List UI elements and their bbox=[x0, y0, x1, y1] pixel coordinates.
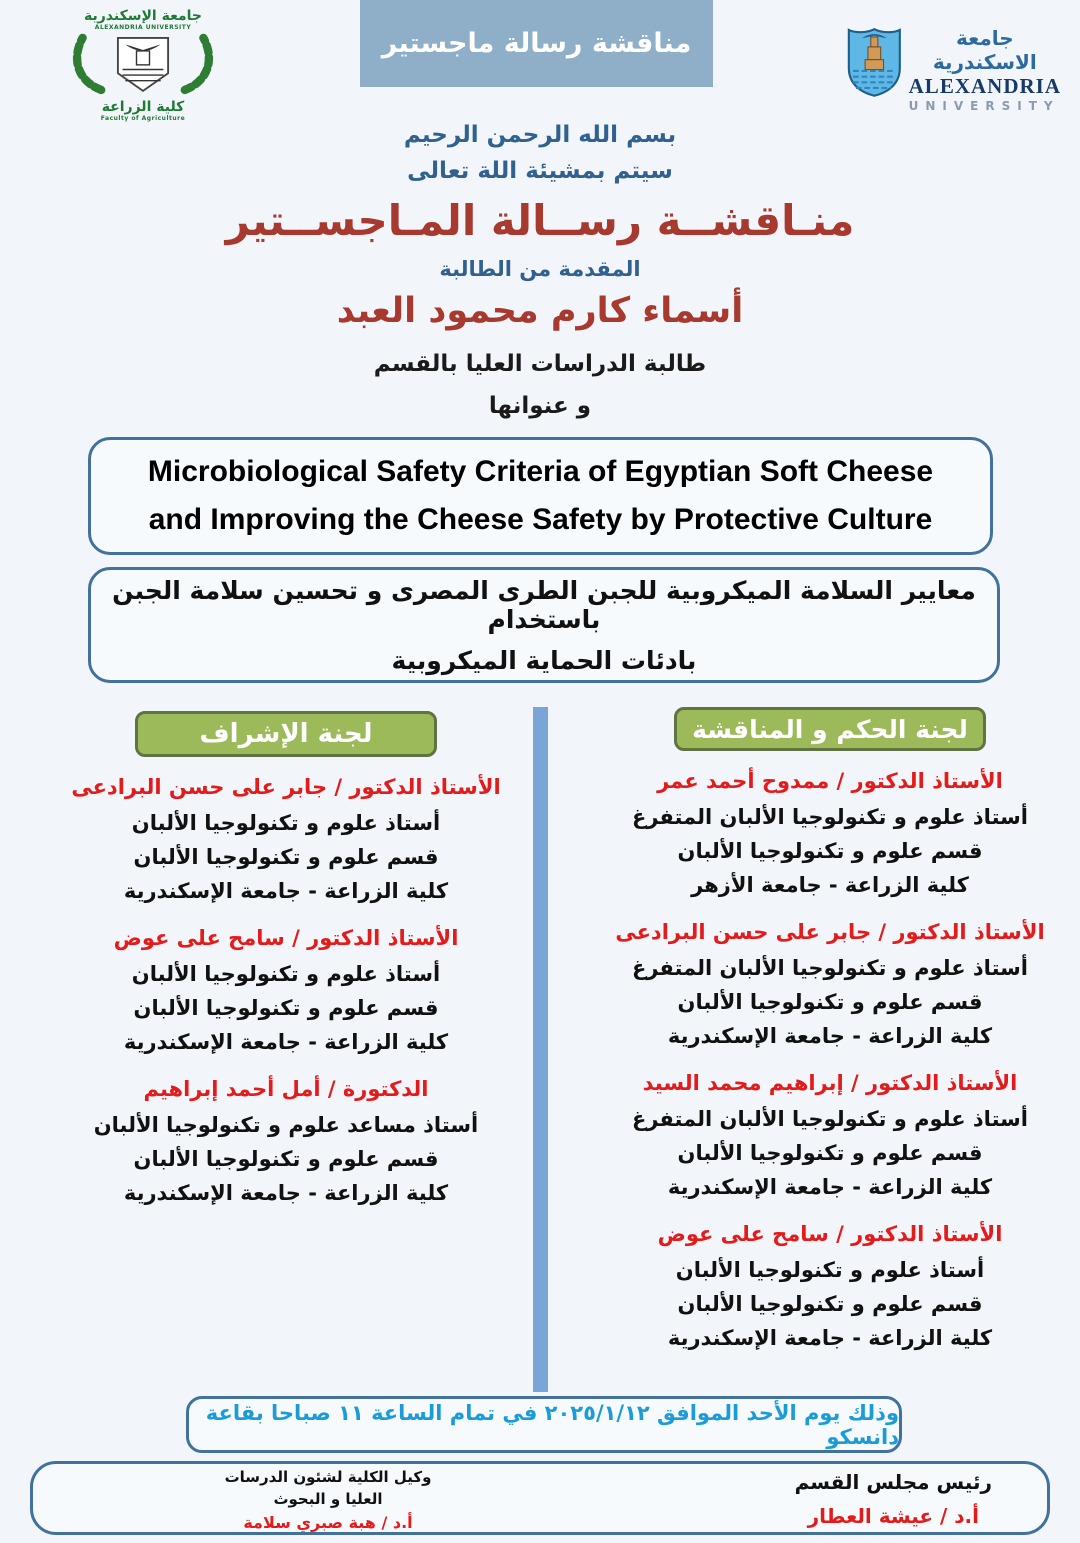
member-detail: أستاذ علوم و تكنولوجيا الألبان bbox=[131, 962, 441, 986]
alexandria-university-logo bbox=[846, 14, 1061, 113]
vertical-divider bbox=[533, 707, 548, 1392]
presented-by-line: المقدمة من الطالبة bbox=[439, 257, 641, 281]
member-name: الأستاذ الدكتور / إبراهيم محمد السيد bbox=[642, 1071, 1018, 1095]
supervision-header-label: لجنة الإشراف bbox=[199, 719, 373, 749]
faculty-logo-faculty-name-en: Faculty of Agriculture bbox=[100, 115, 186, 122]
member-detail: أستاذ علوم و تكنولوجيا الألبان bbox=[675, 1258, 985, 1282]
member-name: الأستاذ الدكتور / ممدوح أحمد عمر bbox=[657, 769, 1003, 793]
member-detail: كلية الزراعة - جامعة الإسكندرية bbox=[123, 1030, 449, 1054]
faculty-logo-university-name: جامعة الإسكندرية bbox=[83, 8, 203, 24]
member-detail: أستاذ علوم و تكنولوجيا الألبان المتفرغ bbox=[631, 956, 1028, 980]
thesis-title-en-line1: Microbiological Safety Criteria of Egyptian Soft Cheese bbox=[147, 455, 934, 488]
member-detail: قسم علوم و تكنولوجيا الألبان bbox=[677, 1292, 983, 1316]
member-detail: قسم علوم و تكنولوجيا الألبان bbox=[677, 839, 983, 863]
member-name: الدكتورة / أمل أحمد إبراهيم bbox=[143, 1077, 429, 1101]
vice-dean-title-line1: وكيل الكلية لشئون الدرسات bbox=[224, 1468, 432, 1486]
student-name: أسماء كارم محمود العبد bbox=[336, 291, 744, 331]
member-detail: قسم علوم و تكنولوجيا الألبان bbox=[133, 845, 439, 869]
supervision-committee-header bbox=[135, 711, 437, 757]
department-head-name: أ.د / عيشة العطار bbox=[807, 1504, 979, 1528]
committee-member bbox=[590, 1219, 1070, 1355]
member-detail: كلية الزراعة - جامعة الإسكندرية bbox=[667, 1175, 993, 1199]
member-name: الأستاذ الدكتور / جابر على حسن البرادعى bbox=[615, 920, 1045, 944]
examination-committee bbox=[590, 707, 1070, 1355]
vice-dean-title-line2: العليا و البحوث bbox=[273, 1490, 383, 1508]
committee-member bbox=[40, 923, 532, 1059]
member-detail: أستاذ علوم و تكنولوجيا الألبان المتفرغ bbox=[631, 805, 1028, 829]
faculty-of-agriculture-logo bbox=[64, 8, 222, 122]
committee-member bbox=[40, 1074, 532, 1210]
university-name-arabic: جامعة الاسكندرية bbox=[932, 26, 1037, 74]
lighthouse-shield-icon bbox=[846, 14, 903, 111]
vice-dean-signature bbox=[183, 1466, 473, 1532]
member-detail: كلية الزراعة - جامعة الإسكندرية bbox=[123, 1181, 449, 1205]
supervision-committee bbox=[40, 707, 532, 1210]
member-detail: قسم علوم و تكنولوجيا الألبان bbox=[677, 1141, 983, 1165]
bismillah-line: بسم الله الرحمن الرحيم bbox=[403, 122, 677, 148]
examination-committee-header bbox=[674, 707, 986, 751]
member-detail: قسم علوم و تكنولوجيا الألبان bbox=[133, 996, 439, 1020]
department-head-title: رئيس مجلس القسم bbox=[794, 1470, 992, 1494]
thesis-title-ar-box bbox=[88, 567, 1000, 683]
member-name: الأستاذ الدكتور / سامح على عوض bbox=[113, 926, 459, 950]
member-detail: قسم علوم و تكنولوجيا الألبان bbox=[133, 1147, 439, 1171]
university-name-en: ALEXANDRIA bbox=[908, 74, 1061, 98]
schedule-bar bbox=[186, 1396, 902, 1453]
thesis-title-ar-line2: بادئات الحماية الميكروبية bbox=[391, 645, 697, 675]
member-detail: كلية الزراعة - جامعة الإسكندرية bbox=[667, 1024, 993, 1048]
intro-section bbox=[0, 122, 1080, 419]
member-detail: أستاذ علوم و تكنولوجيا الألبان bbox=[131, 811, 441, 835]
member-detail: أستاذ مساعد علوم و تكنولوجيا الألبان bbox=[93, 1113, 479, 1137]
signatures-box bbox=[30, 1461, 1050, 1535]
main-title: منـاقشــة رســالة المـاجســتير bbox=[225, 196, 855, 245]
member-name: الأستاذ الدكتور / جابر على حسن البرادعى bbox=[71, 775, 501, 799]
committee-member bbox=[40, 772, 532, 908]
faculty-logo-university-name-en: ALEXANDRIA UNIVERSITY bbox=[94, 24, 192, 31]
thesis-title-en-line2: and Improving the Cheese Safety by Protective Culture bbox=[148, 503, 933, 536]
schedule-text: وذلك يوم الأحد الموافق ٢٠٢٥/١/١٢ في تمام الساعة ١١ صباحا بقاعة دانسكو bbox=[205, 1400, 899, 1449]
member-detail: كلية الزراعة - جامعة الأزهر bbox=[691, 873, 969, 897]
university-logo-text bbox=[909, 26, 1061, 113]
committee-member bbox=[590, 1068, 1070, 1204]
member-name: الأستاذ الدكتور / سامح على عوض bbox=[657, 1222, 1003, 1246]
committees-section bbox=[0, 707, 1080, 1397]
member-detail: كلية الزراعة - جامعة الإسكندرية bbox=[667, 1326, 993, 1350]
thesis-title-ar-line1: معايير السلامة الميكروبية للجبن الطرى المصرى و تحسين سلامة الجبن باستخدام bbox=[112, 575, 976, 634]
member-detail: أستاذ علوم و تكنولوجيا الألبان المتفرغ bbox=[631, 1107, 1028, 1131]
committee-member bbox=[590, 917, 1070, 1053]
faculty-emblem-icon bbox=[64, 31, 222, 95]
member-detail: قسم علوم و تكنولوجيا الألبان bbox=[677, 990, 983, 1014]
faculty-logo-faculty-name: كلية الزراعة bbox=[101, 99, 185, 115]
and-its-title-line: و عنوانها bbox=[488, 393, 592, 419]
examination-header-label: لجنة الحكم و المناقشة bbox=[692, 714, 968, 744]
defense-badge-label: مناقشة رسالة ماجستير bbox=[381, 28, 692, 59]
university-word-en: UNIVERSITY bbox=[908, 99, 1060, 113]
student-role-line: طالبة الدراسات العليا بالقسم bbox=[373, 351, 707, 377]
member-detail: كلية الزراعة - جامعة الإسكندرية bbox=[123, 879, 449, 903]
defense-badge bbox=[360, 0, 713, 87]
committee-member bbox=[590, 766, 1070, 902]
department-head-signature bbox=[795, 1470, 992, 1528]
thesis-title-en-box bbox=[88, 437, 993, 555]
godwilling-line: سيتم بمشيئة اللة تعالى bbox=[407, 158, 673, 184]
vice-dean-name: أ.د / هبة صبري سلامة bbox=[243, 1513, 413, 1532]
